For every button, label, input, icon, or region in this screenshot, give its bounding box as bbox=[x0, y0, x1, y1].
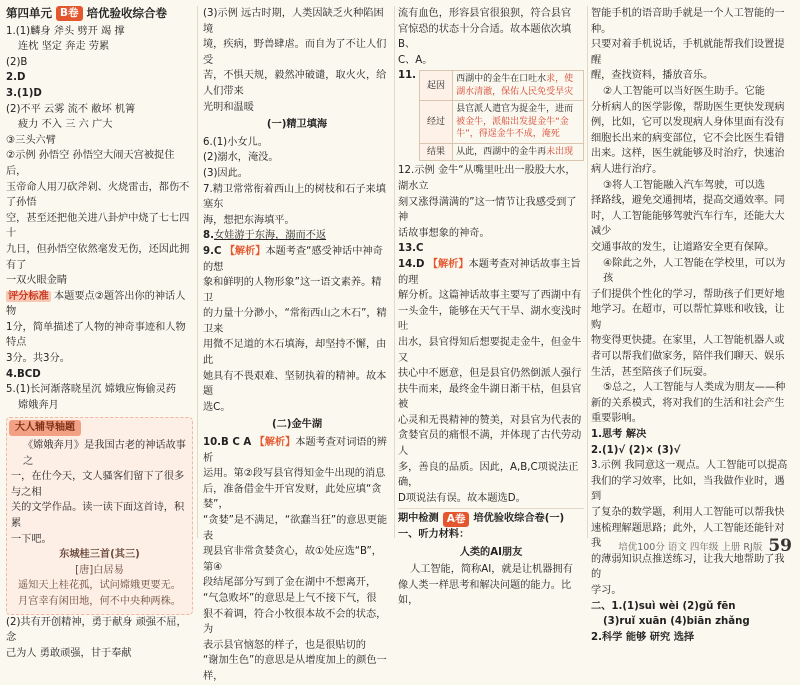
answer-line: 2.D bbox=[6, 72, 26, 84]
answer-line: (2)B bbox=[6, 56, 28, 68]
answer-line: ④除此之外，人工智能在学校里，可以为孩 bbox=[603, 257, 786, 285]
cell-text: 西湖中的金牛在口吐水 bbox=[456, 74, 547, 85]
tutor-tip-title: 大人辅导轴题 bbox=[9, 420, 81, 436]
unit-header bbox=[6, 6, 193, 22]
answer-line: 一、听力材料： bbox=[398, 529, 470, 541]
answer-line: 运用。第②段写县官得知金牛出现的消息 bbox=[203, 468, 386, 480]
table-cell bbox=[453, 71, 584, 101]
answer-line: (2)共有开创精神，勇于献身 顽强不屈，念 bbox=[6, 616, 187, 644]
answer-line: 的力量十分渺小，“常衔西山之木石”，精卫来 bbox=[203, 308, 387, 335]
answer-line: 速梳理解题思路；此外，人工智能还能针对我 bbox=[591, 522, 785, 550]
answer-line: 二、1.(1)suì wèi (2)gǔ fēn bbox=[591, 600, 736, 612]
answer-line: 段结尾部分写到了金在湖中不想离开， bbox=[203, 577, 377, 589]
answer-line: 醒，查找资料，播放音乐。 bbox=[591, 70, 714, 82]
answer-line: 连枕 坚定 奔走 劳累 bbox=[18, 41, 110, 53]
poem-title: 东城桂三首(其三) bbox=[59, 549, 140, 561]
analysis-text: 本题考查对神话故事主旨的理 bbox=[398, 258, 581, 286]
answer-line: 像人类一样思考和解决问题的能力。比如， bbox=[398, 579, 572, 607]
answer-line: 只要对着手机说话，手机就能帮我们设置提醒 bbox=[591, 39, 785, 66]
cell-text-highlight: “金牛”，得逞金牛不成，淹死 bbox=[456, 116, 569, 140]
answer-line: 5.(1)长河渐落晓星沉 嫦娥应悔偷灵药 bbox=[6, 384, 177, 396]
answer-line: 一头金牛，能够在天气干旱、湖水变浅时吐 bbox=[398, 305, 582, 333]
table-row bbox=[420, 101, 584, 144]
question-number: 8. bbox=[203, 230, 214, 242]
scoring-note bbox=[6, 289, 193, 320]
tip-line: 一下吧。 bbox=[11, 533, 52, 545]
tutor-tip-box bbox=[6, 417, 193, 614]
answer-line: 13.C bbox=[398, 243, 424, 255]
answer-line: “气急败坏”的意思是上气不接下气，很 bbox=[203, 592, 377, 604]
cell-text-highlight: 未出现 bbox=[546, 146, 574, 157]
answer-line: (2)溺水，淹没。 bbox=[203, 152, 279, 164]
poem-line: 月宫幸有闲田地，何不中央种两株。 bbox=[18, 595, 181, 607]
table-row bbox=[420, 71, 584, 101]
answer-line: ③三头六臂 bbox=[6, 134, 56, 146]
midterm-label: 期中检测 bbox=[398, 513, 439, 525]
answer-line: 心灵和无畏精神的赞美，对县官为代表的 bbox=[398, 414, 582, 426]
answer-line: 己为人 勇敢顽强，甘于奉献 bbox=[6, 647, 132, 659]
analysis-tag: 【解析】 bbox=[427, 258, 469, 270]
answer-line: (3)因此。 bbox=[203, 167, 248, 179]
answer-line: 我们的学习效率，比如，当我做作业时，遇到 bbox=[591, 475, 785, 503]
scoring-tag: 评分标准 bbox=[8, 290, 49, 302]
poem-line: 遥知天上桂花孤，试问嫦娥更要无。 bbox=[18, 580, 181, 592]
story-structure-table bbox=[419, 70, 584, 161]
answer-line: 的薄弱知识点推送练习，让我大地帮助了我的 bbox=[591, 553, 785, 581]
answer-line: 嫦娥奔月 bbox=[18, 399, 59, 411]
answer-line: 扶牛而来，最终金牛湖日渐干枯，但县官被 bbox=[398, 383, 582, 411]
answer-line: 解分析。这篇神话故事主要写了西湖中有 bbox=[398, 290, 582, 302]
answer-line: 话故事想象的神奇。 bbox=[398, 227, 490, 239]
answer-line: 象和鲜明的人物形象”这一语文素养。精卫 bbox=[203, 277, 382, 304]
unit-title: 培优验收综合卷 bbox=[86, 6, 168, 20]
answer-line: 多，善良的品质。因此，A,B,C项说法正确， bbox=[398, 461, 579, 489]
answer-line: 者可以帮我们做家务，陪伴我们聊天、娱乐 bbox=[591, 351, 785, 363]
tip-line: 《嫦娥奔月》是我国古老的神话故事之 bbox=[23, 440, 186, 467]
underlined-answer: 女娃游于东海，溺而不返 bbox=[213, 230, 327, 242]
answer-line: 重要影响。 bbox=[591, 413, 642, 425]
answer-line: 现县官非常贪婪贪心，故①处应选“B”，第④ bbox=[203, 546, 382, 573]
answer-line: 2.(1)√ (2)× (3)√ bbox=[591, 444, 681, 456]
answer-line: 刻又涨得满满的”这一情节让我感受到了神 bbox=[398, 196, 577, 224]
table-cell bbox=[453, 101, 584, 144]
cell-text-highlight: 被金牛，派船出发捉金牛 bbox=[456, 116, 556, 127]
answer-line: 光明和温暖 bbox=[203, 101, 254, 113]
level-badge: B卷 bbox=[56, 6, 83, 21]
answer-line: 例，比如，它可以发现病人身体里面有没有 bbox=[591, 117, 785, 129]
answer-line: 1分，简单描述了人物的神奇事迹和人物特点 bbox=[6, 321, 186, 349]
row-label: 起因 bbox=[420, 71, 453, 101]
column-divider bbox=[587, 6, 588, 538]
answer-line: 九日，但孙悟空依然毫发无伤，还因此拥有了 bbox=[6, 243, 190, 271]
row-label: 经过 bbox=[420, 101, 453, 144]
answer-line: 后，准备借金牛开官发财，此处应填“贪婪”， bbox=[203, 483, 382, 511]
section-title: (二)金牛湖 bbox=[271, 419, 323, 431]
answer-line: 空，甚至还把他关进八卦炉中烧了七七四十 bbox=[6, 212, 190, 240]
answer-line: D项说法有误。故本题选D。 bbox=[398, 492, 526, 504]
column-1 bbox=[6, 6, 193, 661]
answer-line: 物变得更快捷。在家里，人工智能机器人或 bbox=[591, 335, 785, 347]
answer-line: 分析病人的医学影像，帮助医生更快发现病 bbox=[591, 101, 785, 113]
poem-author: [唐]白居易 bbox=[75, 564, 124, 576]
scoring-text: 本题要点②题答出你的神话人物 bbox=[6, 290, 186, 318]
answer-line: 苦，不惧天规，毅然冲破谴，取火火，给人们带来 bbox=[203, 70, 387, 97]
answer-line: 病人进行治疗。 bbox=[591, 163, 663, 175]
answer-line: 玉帝命人用刀砍斧剁、火烧雷击，都伤不了孙悟 bbox=[6, 181, 190, 209]
question-number: 10.B C A bbox=[203, 437, 252, 449]
answer-line bbox=[203, 435, 391, 466]
answer-line: 生活，甚至陪孩子们玩耍。 bbox=[591, 366, 714, 378]
answer-line: 学习。 bbox=[591, 584, 622, 596]
cell-text-highlight: 求，使湖水清澈，保佑人民免受旱灾 bbox=[456, 74, 574, 97]
tip-line: 关的文学作品。读一读下面这首诗，积累 bbox=[11, 502, 185, 529]
answer-line: 疲力 不入 三 六 广大 bbox=[18, 119, 113, 131]
answer-line: 7.精卫常常衔着西山上的树枝和石子来填塞东 bbox=[203, 183, 386, 211]
answer-line: ⑤总之，人工智能与人类成为朋友——种 bbox=[603, 382, 786, 394]
answer-line: 境，疾病，野兽肆虐。而自为了不让人们受 bbox=[203, 39, 387, 66]
answer-line: C、A。 bbox=[398, 54, 433, 66]
answer-line: 子们提供个性化的学习，帮助孩子们更好地 bbox=[591, 288, 785, 300]
answer-line: 1.思考 解决 bbox=[591, 429, 647, 441]
table-cell bbox=[453, 143, 584, 161]
answer-line: 出水，县官得知后想要捉走金牛，但金牛又 bbox=[398, 336, 582, 364]
answer-line: 狠不着调，符合小牧很本故不会的状态，为 bbox=[203, 608, 387, 636]
answer-line: 交通事故的发生，让道路安全更有保障。 bbox=[591, 241, 775, 253]
analysis-tag: 【解析】 bbox=[254, 437, 296, 449]
analysis-tag: 【解析】 bbox=[224, 245, 266, 257]
column-2 bbox=[203, 6, 391, 685]
answer-line: 海，想把东海填平。 bbox=[203, 214, 295, 226]
answer-line bbox=[203, 228, 391, 244]
answer-line: 择路线，避免交通拥堵，提高交通效率。同 bbox=[591, 195, 785, 207]
answer-line: 3.示例 我同意这一观点。人工智能可以提高 bbox=[591, 460, 788, 472]
answer-line: 扶心中不愿意，但是县官仍然倒派人强行 bbox=[398, 368, 582, 380]
answer-line: 用微不足道的木石填海，却坚持不懈，由此 bbox=[203, 339, 387, 367]
tip-line: 一，在仕今天，文人骚客们留下了很多与之相 bbox=[11, 471, 185, 498]
answer-line bbox=[398, 257, 584, 288]
analysis-text: 本题考查对词语的辨析 bbox=[203, 437, 387, 464]
question-number: 14.D bbox=[398, 258, 425, 270]
answer-line bbox=[203, 244, 391, 275]
answer-line: 选C。 bbox=[203, 401, 231, 413]
page-number: 59 bbox=[768, 536, 792, 556]
answer-line: ②示例 孙悟空 孙悟空大闹天宫被捉住后， bbox=[6, 150, 175, 177]
answer-line: 4.BCD bbox=[6, 368, 41, 380]
answer-line: ③将人工智能融入汽车驾驶，可以选 bbox=[603, 179, 765, 191]
answer-line: 细胞长出来的病变部位，它不会比医生看错 bbox=[591, 132, 785, 144]
unit-label: 第四单元 bbox=[6, 6, 52, 20]
question-11 bbox=[398, 68, 584, 163]
answer-line: 了复杂的数学题，利用人工智能可以帮我快 bbox=[591, 507, 785, 518]
question-number: 11. bbox=[398, 70, 417, 82]
answer-line: 时，人工智能能够驾驶汽车行车，还能大大减少 bbox=[591, 210, 785, 238]
cell-text: 县官派人遣官为捉金牛，进而 bbox=[456, 104, 574, 115]
column-divider bbox=[394, 6, 395, 538]
answer-line: 12.示例 金牛“从嘴里吐出一股股大水，湖水立 bbox=[398, 165, 576, 192]
answer-line: 3.(1)D bbox=[6, 87, 42, 99]
answer-line: ②人工智能可以当好医生助手。它能 bbox=[603, 85, 765, 97]
answer-line: 官惊恐的状态十分合适。故本题依次填B、 bbox=[398, 23, 572, 51]
table-row bbox=[420, 143, 584, 161]
answer-line: 流有血色，形容县官很狼狈，符合县官 bbox=[398, 8, 572, 19]
level-badge: A卷 bbox=[443, 512, 470, 527]
analysis-text: 本题考查“感受神话中神奇的想 bbox=[203, 245, 383, 273]
answer-line: “贪婪”是不满足，“欲蠢当狂”的意思更能表 bbox=[203, 515, 388, 542]
answer-line: 1.(1)麟身 斧头 劈开 竭 撑 bbox=[6, 25, 125, 37]
answer-line: 她具有不畏艰难、坚韧执着的精神。故本题 bbox=[203, 370, 387, 398]
answer-line: 3分。共3分。 bbox=[6, 353, 70, 365]
column-divider bbox=[197, 6, 198, 538]
cell-text: 从此，西湖中的金牛再 bbox=[456, 146, 547, 157]
section-title: (一)精卫填海 bbox=[266, 119, 328, 131]
row-label: 结果 bbox=[420, 143, 453, 161]
answer-line: 6.(1)小女儿。 bbox=[203, 136, 268, 148]
midterm-header bbox=[398, 508, 584, 527]
answer-line: 2.科学 能够 研究 选择 bbox=[591, 631, 695, 643]
answer-line: 智能手机的语音助手就是一个人工智能的一种。 bbox=[591, 8, 785, 35]
question-number: 9.C bbox=[203, 245, 222, 257]
answer-line: 地学习。在超市，可以帮忙算账和收钱，让购 bbox=[591, 304, 785, 331]
answer-line: 新的关系模式，将对我们的生活和社会产生 bbox=[591, 397, 785, 409]
answer-line: 出来。这样，医生就能够及时治疗，快速治 bbox=[591, 148, 785, 160]
answer-line: 贪婪官员的痛恨不满，并体现了古代劳动人 bbox=[398, 430, 582, 458]
answer-line: 人工智能，简称AI，就是让机器拥有 bbox=[410, 564, 573, 576]
listening-title: 人类的AI朋友 bbox=[459, 546, 523, 558]
answer-line: 表示县官恼怒的样子，也是很贴切的 bbox=[203, 639, 366, 651]
answer-line: (3)示例 远古时期，人类因缺乏火种陷困境 bbox=[203, 8, 384, 35]
page-footer bbox=[618, 536, 792, 556]
footer-text: 培优100分 语文 四年级 上册 RJ版 bbox=[618, 542, 763, 553]
answer-line: 一双火眼金睛 bbox=[6, 275, 68, 287]
answer-line: (2)不平 云雾 流不 敝坏 机箐 bbox=[6, 103, 136, 115]
midterm-title: 培优验收综合卷(一) bbox=[473, 513, 565, 525]
answer-line: (3)ruǐ xuān (4)biān zhǎng bbox=[603, 616, 750, 628]
column-3 bbox=[398, 6, 584, 609]
answer-line: “谢加生色”的意思是从增度加上的颜色一样， bbox=[203, 655, 387, 682]
